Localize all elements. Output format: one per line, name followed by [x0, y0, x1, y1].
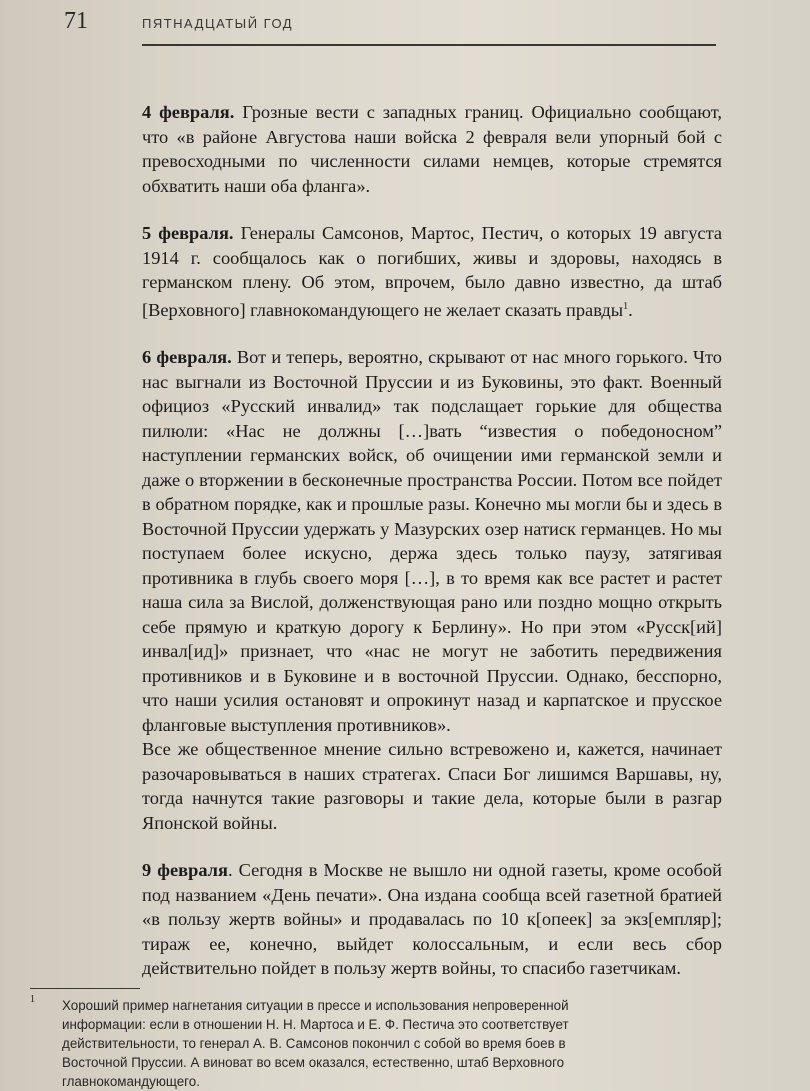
entry-text: . Сегодня в Москве не вышло ни одной газеты, кроме особой под названием «День печати». Она издана сообща всей газетной братией «в пользу жертв войны» и продавалась по 10 к[опеек] за экз[емпляр]; тираж ее, конечно, выйдет колоссальным, и если весь сбор действительно пойдет в пользу жертв войны, то спасибо газетчикам. [142, 860, 722, 979]
footnote-mark: 1 [30, 994, 35, 1005]
entry-date: 5 февраля. [142, 223, 234, 243]
running-title: ПЯТНАДЦАТЫЙ ГОД [142, 16, 294, 31]
diary-entry-feb-6 [142, 345, 722, 737]
entry-text: Грозные вести с западных границ. Официально сообщают, что «в районе Августова наши войска 2 февраля вели упорный бой с превосходными по численности силами немцев, которые стремятся обхватить наши оба фланга». [142, 102, 723, 196]
entry-text: Вот и теперь, вероятно, скрывают от нас много горького. Что нас выгнали из Восточной Пруссии и из Буковины, это факт. Военный официоз «Русский инвалид» так подслащает горькие для общества пилюли: «Нас не должны […]вать “известия о победоносном” наступлении германских войск, об очищении ими германской земли и даже о вторжении в бесконечные пространства России. Потом все пойдет в обратном порядке, как и прошлые разы. Конечно мы могли бы и здесь в Восточной Пруссии удержать у Мазурских озер натиск германцев. Но мы поступаем более искусно, держа здесь только паузу, затягивая противника в глубь своего моря […], в то время как все растет и растет наша сила за Вислой, долженствующая рано или поздно мощно открыть себе прямую и краткую дорогу к Берлину». Но при этом «Русск[ий] инвал[ид]» признает, что «нас не могут не заботить передвижения противников и в Буковине и в восточной Пруссии. Однако, бесспорно, что наши усилия остановят и опрокинут назад и карпатское и прусское фланговые выступления противников». [142, 347, 722, 735]
entry-date: 9 февраля [142, 860, 228, 881]
entry-text: Все же общественное мнение сильно встревожено и, кажется, начинает разочаровываться в наших стратегах. Спаси Бог лишимся Варшавы, ну, тогда начнутся такие разговоры и такие дела, которые были в разгар Японской войны. [142, 739, 722, 833]
diary-entry-feb-9 [142, 858, 722, 981]
entry-date: 4 февраля. [142, 102, 235, 122]
diary-paragraph [142, 737, 722, 835]
footnote-rule [30, 988, 140, 989]
entry-date: 6 февраля. [142, 347, 232, 368]
diary-entry-feb-4 [142, 100, 722, 198]
entry-text: Генералы Самсонов, Мартос, Пестич, о которых 19 августа 1914 г. сообщалось как о погибших, живы и здоровы, находясь в германском плену. Об этом, впрочем, было давно известно, да штаб [Верховного] главнокомандующего не желает сказать правды [142, 223, 723, 320]
diary-entry-feb-5: 5 февраля. Генералы Самсонов, Мартос, Пестич, о которых 19 августа 1914 г. сообщалось как о погибших, живы и здоровы, находясь в германском плену. Об этом, впрочем, было давно известно, да штаб [Верховного] главнокомандующего не желает сказать правды$^1$. [142, 223, 723, 320]
footnote-text: Хороший пример нагнетания ситуации в прессе и использования непроверенной информации: если в отношении Н. Н. Мартоса и Е. Ф. Пестича это соответствует действительности, то генерал А. В. Самсонов покончил с собой во время боев в Восточной Пруссии. А виноват во всем оказался, естественно, штаб Верховного главнокомандующего. [62, 998, 569, 1089]
main-text [142, 100, 722, 981]
footnote-reference: 1 [623, 300, 629, 312]
page-number: 71 [64, 8, 88, 34]
header-rule [142, 44, 716, 46]
